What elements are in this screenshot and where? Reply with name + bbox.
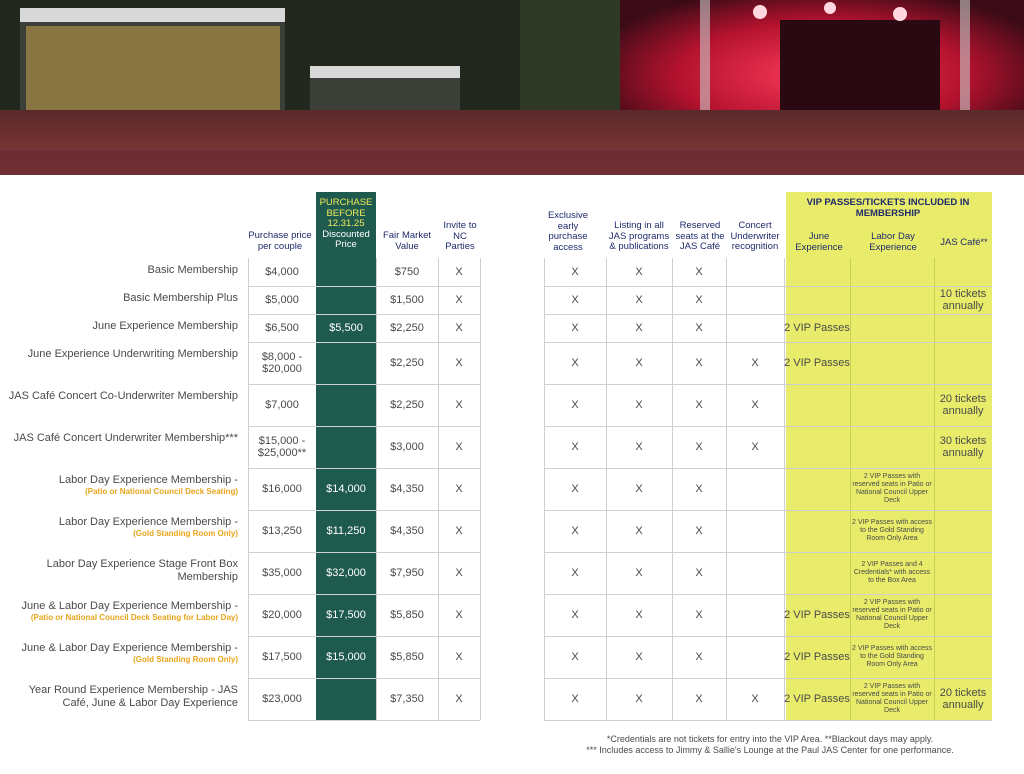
cell-june: 2 VIP Passes	[784, 322, 850, 334]
cell-price: $20,000	[262, 609, 302, 621]
cell-listing: X	[635, 693, 643, 705]
cell-price: $17,500	[262, 651, 302, 663]
cell-june: 2 VIP Passes	[784, 651, 850, 663]
cell-fmv: $2,250	[390, 399, 424, 411]
hero-photo	[0, 0, 1024, 175]
cell-disc: $5,500	[329, 322, 363, 334]
cell-reserved: X	[695, 357, 703, 369]
cell-listing: X	[635, 651, 643, 663]
cell-invite: X	[455, 357, 463, 369]
cell-listing: X	[635, 567, 643, 579]
cell-listing: X	[635, 294, 643, 306]
cell-early: X	[571, 441, 579, 453]
cell-invite: X	[455, 441, 463, 453]
cell-invite: X	[455, 483, 463, 495]
header-purchase-price: Purchase price per couple	[248, 230, 312, 252]
row-label	[8, 558, 238, 584]
cell-underwriter: X	[751, 399, 759, 411]
cell-fmv: $2,250	[390, 322, 424, 334]
cell-disc: $11,250	[326, 525, 366, 537]
row-label	[8, 292, 238, 305]
concert-scene-illustration	[0, 0, 1024, 175]
header-cafe: JAS Café**	[940, 237, 988, 248]
cell-invite: X	[455, 693, 463, 705]
cell-labor: 2 VIP Passes with access to the Gold Standing Room Only Area	[851, 519, 933, 542]
header-reserved-seats: Reserved seats at the JAS Café	[675, 220, 725, 252]
cell-price: $16,000	[262, 483, 302, 495]
cell-disc: $14,000	[326, 483, 366, 495]
cell-listing: X	[635, 357, 643, 369]
footnote-2: *** Includes access to Jimmy & Sallie's Lounge at the Paul JAS Center for one performance.	[586, 745, 954, 755]
cell-early: X	[571, 399, 579, 411]
cell-labor: 2 VIP Passes and 4 Credentials* with access to the Box Area	[853, 561, 931, 584]
cell-invite: X	[455, 322, 463, 334]
cell-underwriter: X	[751, 693, 759, 705]
row-label	[8, 684, 238, 710]
row-label	[8, 390, 238, 403]
row-label	[8, 432, 238, 445]
header-laborday: Labor Day Experience	[869, 231, 917, 253]
cell-invite: X	[455, 525, 463, 537]
cell-fmv: $1,500	[390, 294, 424, 306]
row-label	[8, 642, 238, 665]
cell-reserved: X	[695, 441, 703, 453]
cell-early: X	[571, 357, 579, 369]
row-label-note: (Patio or National Council Deck Seating)	[85, 487, 238, 496]
row-divider	[248, 720, 480, 721]
cell-price: $4,000	[265, 266, 299, 278]
cell-labor: 2 VIP Passes with reserved seats in Patio or National Council Upper Deck	[852, 599, 932, 630]
cell-reserved: X	[695, 399, 703, 411]
row-label-text: June & Labor Day Experience Membership -	[21, 600, 238, 612]
cell-reserved: X	[695, 322, 703, 334]
cell-reserved: X	[695, 483, 703, 495]
cell-price: $35,000	[262, 567, 302, 579]
cell-disc: $17,500	[326, 609, 366, 621]
footnote-1: *Credentials are not tickets for entry into the VIP Area. **Blackout days may apply.	[606, 734, 934, 744]
cell-fmv: $5,850	[390, 651, 424, 663]
cell-early: X	[571, 266, 579, 278]
cell-underwriter: X	[751, 357, 759, 369]
cell-invite: X	[455, 567, 463, 579]
row-label-text: Labor Day Experience Membership -	[58, 474, 238, 486]
header-invite-nc-parties: Invite to NC Parties	[443, 220, 477, 252]
cell-early: X	[571, 609, 579, 621]
cell-listing: X	[635, 441, 643, 453]
cell-reserved: X	[695, 609, 703, 621]
cell-early: X	[571, 693, 579, 705]
row-label	[8, 348, 238, 361]
cell-price: $5,000	[265, 294, 299, 306]
cell-labor: 2 VIP Passes with reserved seats in Patio or National Council Upper Deck	[852, 473, 932, 504]
cell-june: 2 VIP Passes	[784, 693, 850, 705]
cell-disc: $15,000	[326, 651, 366, 663]
cell-cafe: 20 tickets annually	[939, 393, 987, 417]
header-fair-market-value: Fair Market Value	[382, 230, 432, 252]
cell-price: $15,000 - $25,000**	[257, 435, 307, 459]
cell-early: X	[571, 651, 579, 663]
row-label-note: (Gold Standing Room Only)	[133, 655, 238, 664]
cell-early: X	[571, 525, 579, 537]
header-listing: Listing in all JAS programs & publications	[608, 220, 670, 252]
cell-price: $13,250	[262, 525, 302, 537]
cell-early: X	[571, 294, 579, 306]
cell-fmv: $5,850	[390, 609, 424, 621]
cell-june: 2 VIP Passes	[784, 357, 850, 369]
row-label-note: (Patio or National Council Deck Seating for Labor Day)	[30, 613, 238, 622]
cell-june: 2 VIP Passes	[784, 609, 850, 621]
cell-listing: X	[635, 609, 643, 621]
cell-reserved: X	[695, 294, 703, 306]
cell-invite: X	[455, 651, 463, 663]
cell-fmv: $750	[394, 266, 420, 278]
header-discount-deadline: PURCHASE BEFORE 12.31.25	[319, 197, 373, 229]
cell-cafe: 30 tickets annually	[939, 435, 987, 459]
header-june: June Experience	[795, 231, 843, 253]
row-divider	[544, 720, 992, 721]
cell-cafe: 10 tickets annually	[939, 288, 987, 312]
cell-listing: X	[635, 322, 643, 334]
cell-reserved: X	[695, 266, 703, 278]
cell-early: X	[571, 483, 579, 495]
cell-underwriter: X	[751, 441, 759, 453]
cell-fmv: $7,350	[390, 693, 424, 705]
header-discount-label: Discounted Price	[322, 228, 370, 250]
cell-reserved: X	[695, 651, 703, 663]
cell-invite: X	[455, 266, 463, 278]
row-label	[8, 264, 238, 277]
cell-fmv: $3,000	[390, 441, 424, 453]
cell-listing: X	[635, 399, 643, 411]
cell-listing: X	[635, 266, 643, 278]
cell-price: $8,000 - $20,000	[261, 351, 303, 375]
row-label	[8, 600, 238, 623]
row-label-note: (Gold Standing Room Only)	[133, 529, 238, 538]
row-label-text: JAS Café Concert Underwriter Membership***	[13, 432, 238, 444]
row-label-text: June Experience Underwriting Membership	[27, 348, 238, 360]
row-label-text: JAS Café Concert Co-Underwriter Membership	[8, 390, 238, 402]
row-label	[8, 320, 238, 333]
cell-invite: X	[455, 609, 463, 621]
row-label-text: June Experience Membership	[92, 320, 238, 332]
cell-reserved: X	[695, 567, 703, 579]
header-vip-group: VIP PASSES/TICKETS INCLUDED IN MEMBERSHIP	[806, 197, 970, 219]
header-underwriter: Concert Underwriter recognition	[730, 220, 780, 252]
cell-invite: X	[455, 399, 463, 411]
cell-listing: X	[635, 483, 643, 495]
cell-reserved: X	[695, 525, 703, 537]
cell-fmv: $7,950	[390, 567, 424, 579]
cell-fmv: $2,250	[390, 357, 424, 369]
cell-cafe: 20 tickets annually	[939, 687, 987, 711]
row-label-text: Year Round Experience Membership - JAS Café, June & Labor Day Experience	[28, 684, 238, 709]
cell-invite: X	[455, 294, 463, 306]
cell-price: $23,000	[262, 693, 302, 705]
cell-early: X	[571, 322, 579, 334]
cell-price: $6,500	[265, 322, 299, 334]
row-label-text: Labor Day Experience Membership -	[58, 516, 238, 528]
header-early-access: Exclusive early purchase access	[547, 210, 589, 253]
cell-fmv: $4,350	[390, 483, 424, 495]
row-label-text: Basic Membership Plus	[123, 292, 238, 304]
row-label	[8, 516, 238, 539]
cell-fmv: $4,350	[390, 525, 424, 537]
row-label	[8, 474, 238, 497]
cell-reserved: X	[695, 693, 703, 705]
row-label-text: Basic Membership	[147, 264, 238, 276]
cell-price: $7,000	[265, 399, 299, 411]
cell-early: X	[571, 567, 579, 579]
cell-labor: 2 VIP Passes with access to the Gold Standing Room Only Area	[851, 645, 933, 668]
cell-listing: X	[635, 525, 643, 537]
cell-labor: 2 VIP Passes with reserved seats in Patio or National Council Upper Deck	[852, 683, 932, 714]
row-label-text: June & Labor Day Experience Membership -	[21, 642, 238, 654]
header-discount	[318, 198, 374, 251]
row-label-text: Labor Day Experience Stage Front Box Membership	[46, 558, 238, 583]
cell-disc: $32,000	[326, 567, 366, 579]
